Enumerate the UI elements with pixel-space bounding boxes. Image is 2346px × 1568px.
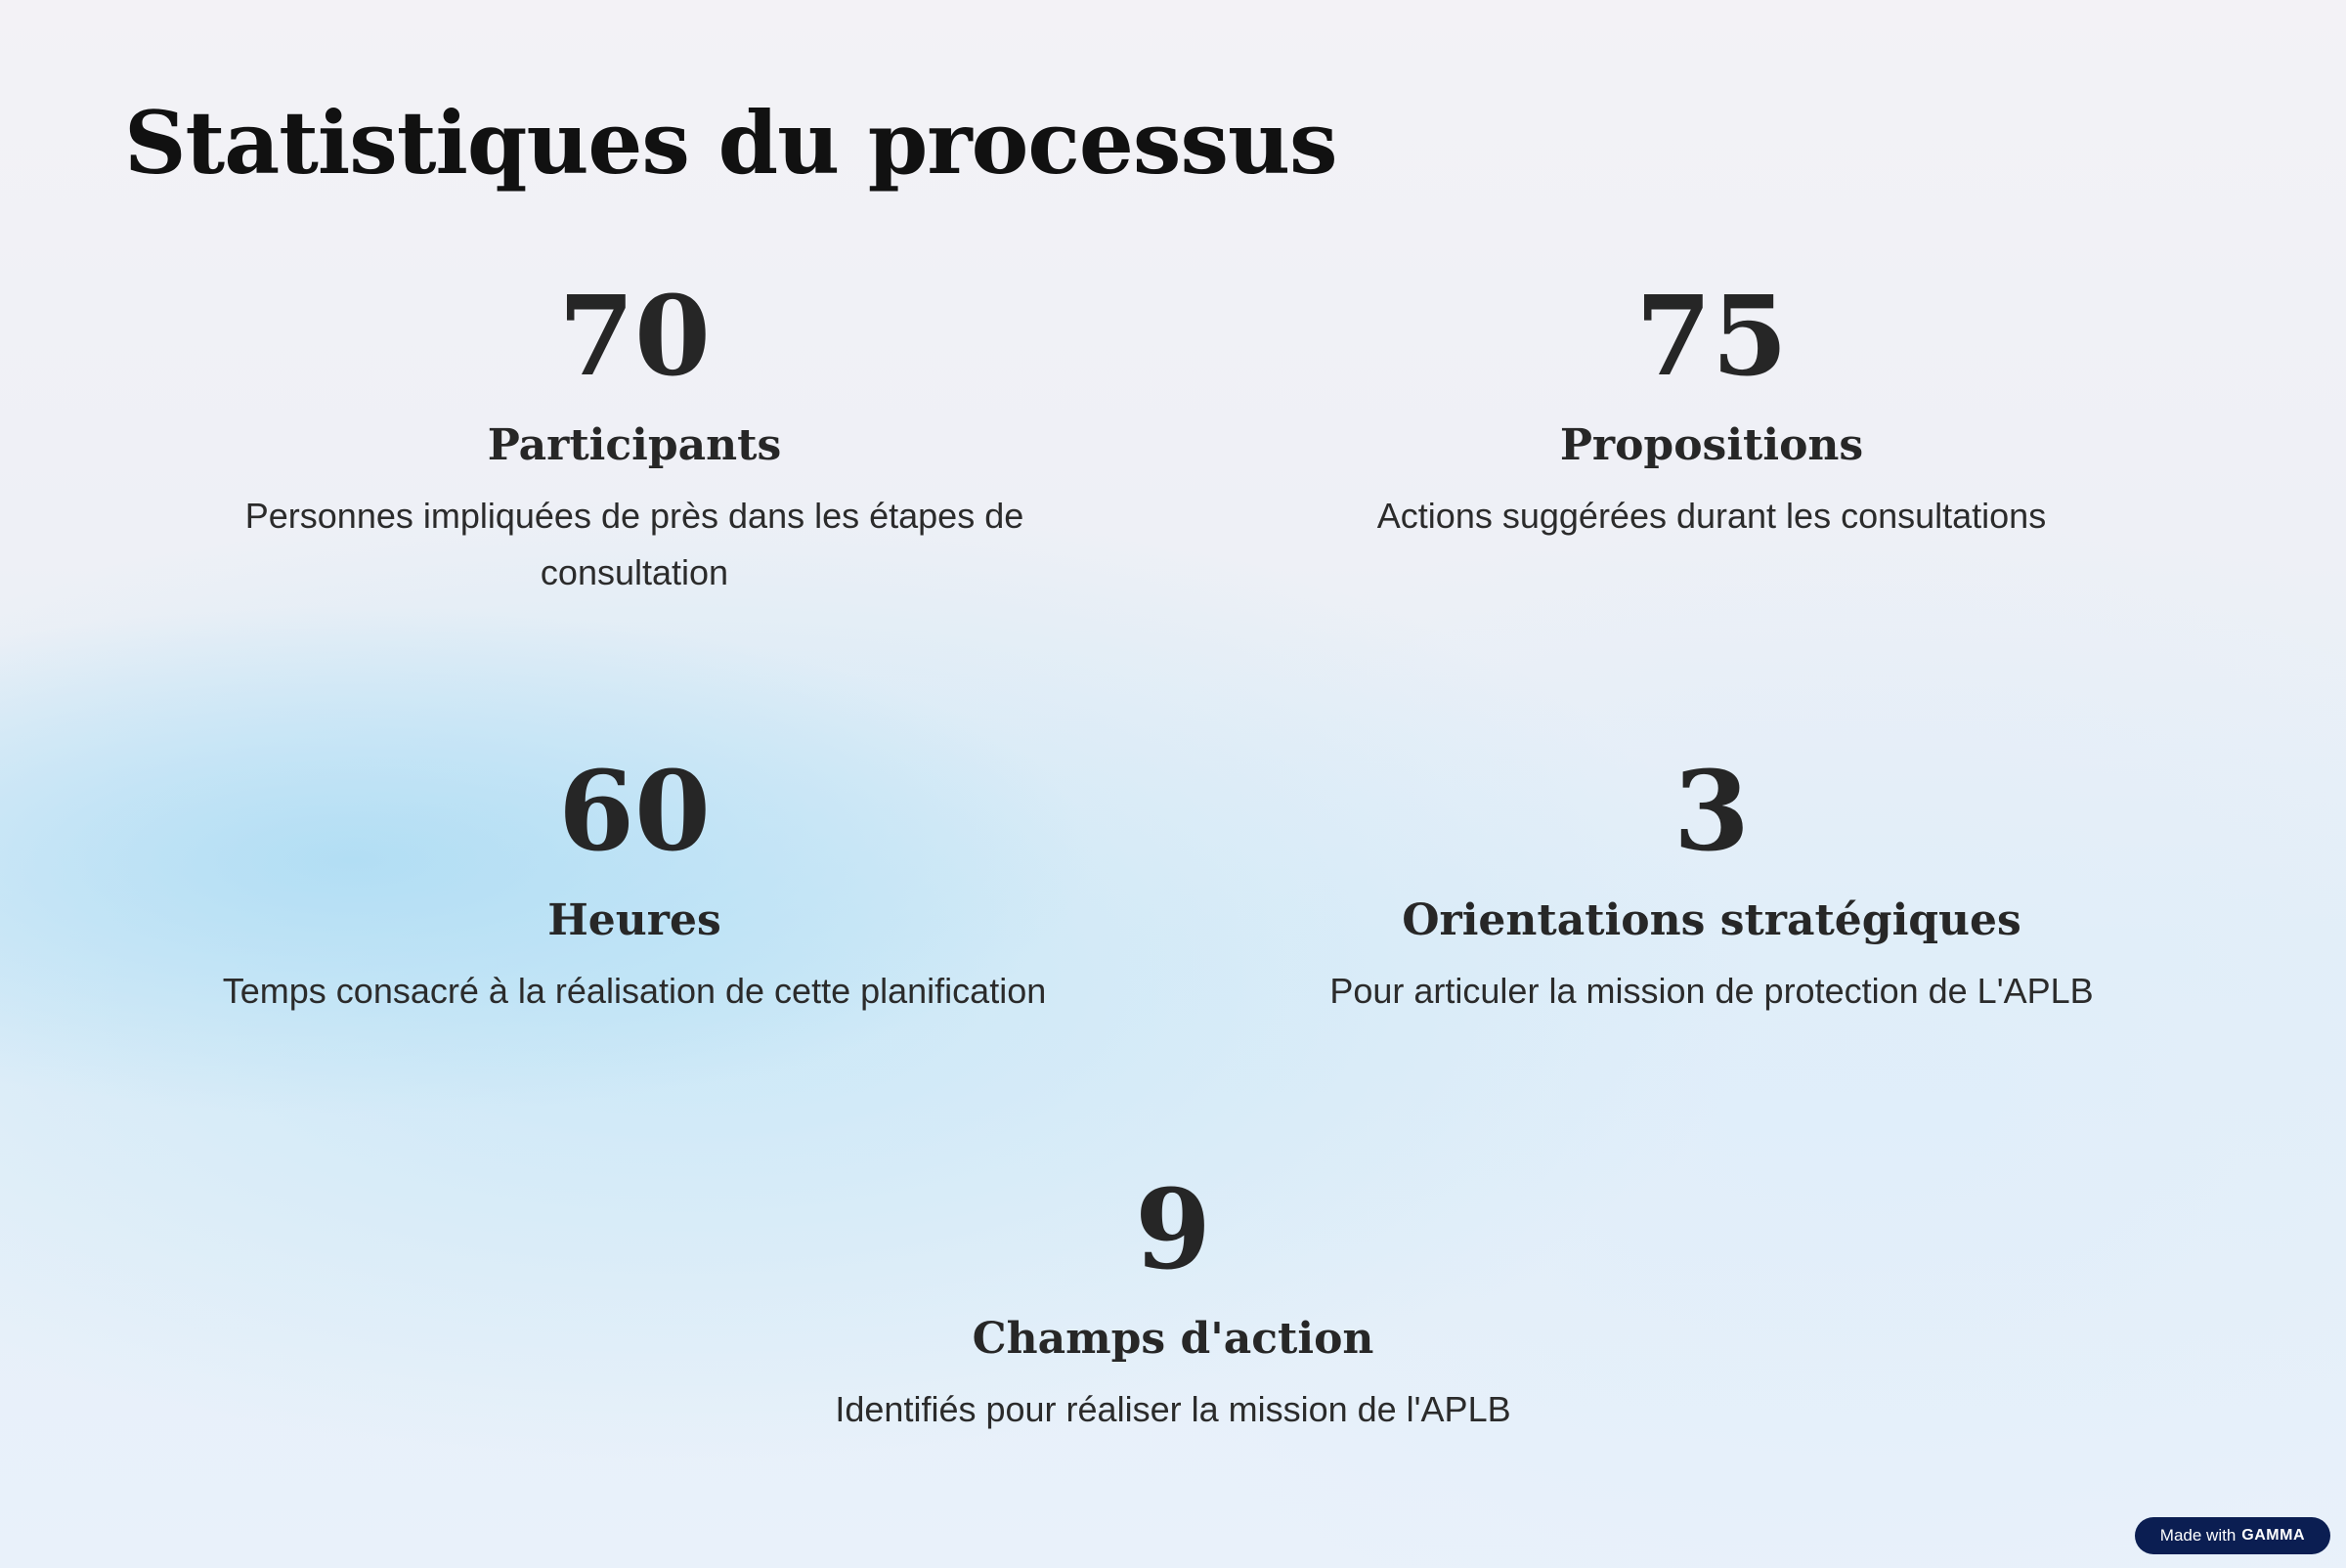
stat-propositions (1242, 274, 2181, 544)
stat-number: 70 (558, 273, 711, 401)
stat-label: Participants (487, 420, 782, 470)
stat-description: Actions suggérées durant les consultations (1376, 495, 2047, 536)
stat-label: Heures (547, 895, 721, 945)
stat-label: Orientations stratégiques (1402, 895, 2021, 945)
stat-description: Identifiés pour réaliser la mission de l'APLB (835, 1388, 1511, 1429)
stat-number: 75 (1635, 273, 1788, 401)
stat-number: 9 (1135, 1166, 1211, 1294)
gamma-logo: GAMMA (2241, 1527, 2305, 1544)
stat-champs-action (704, 1167, 1642, 1438)
page-title: Statistiques du processus (124, 92, 1337, 194)
stat-number: 3 (1673, 748, 1750, 876)
stat-orientations (1242, 749, 2181, 1020)
stat-description: Pour articuler la mission de protection de L'APLB (1329, 970, 2094, 1011)
stat-description: Personnes impliquées de près dans les étapes de consultation (244, 495, 1024, 592)
stat-heures (165, 749, 1104, 1020)
stat-number: 60 (558, 748, 711, 876)
stat-participants (165, 274, 1104, 601)
stat-label: Champs d'action (972, 1314, 1374, 1364)
made-with-gamma-badge[interactable] (2135, 1517, 2330, 1554)
stat-description: Temps consacré à la réalisation de cette planification (222, 970, 1047, 1011)
badge-prefix: Made with (2159, 1526, 2237, 1545)
stat-label: Propositions (1559, 420, 1864, 470)
